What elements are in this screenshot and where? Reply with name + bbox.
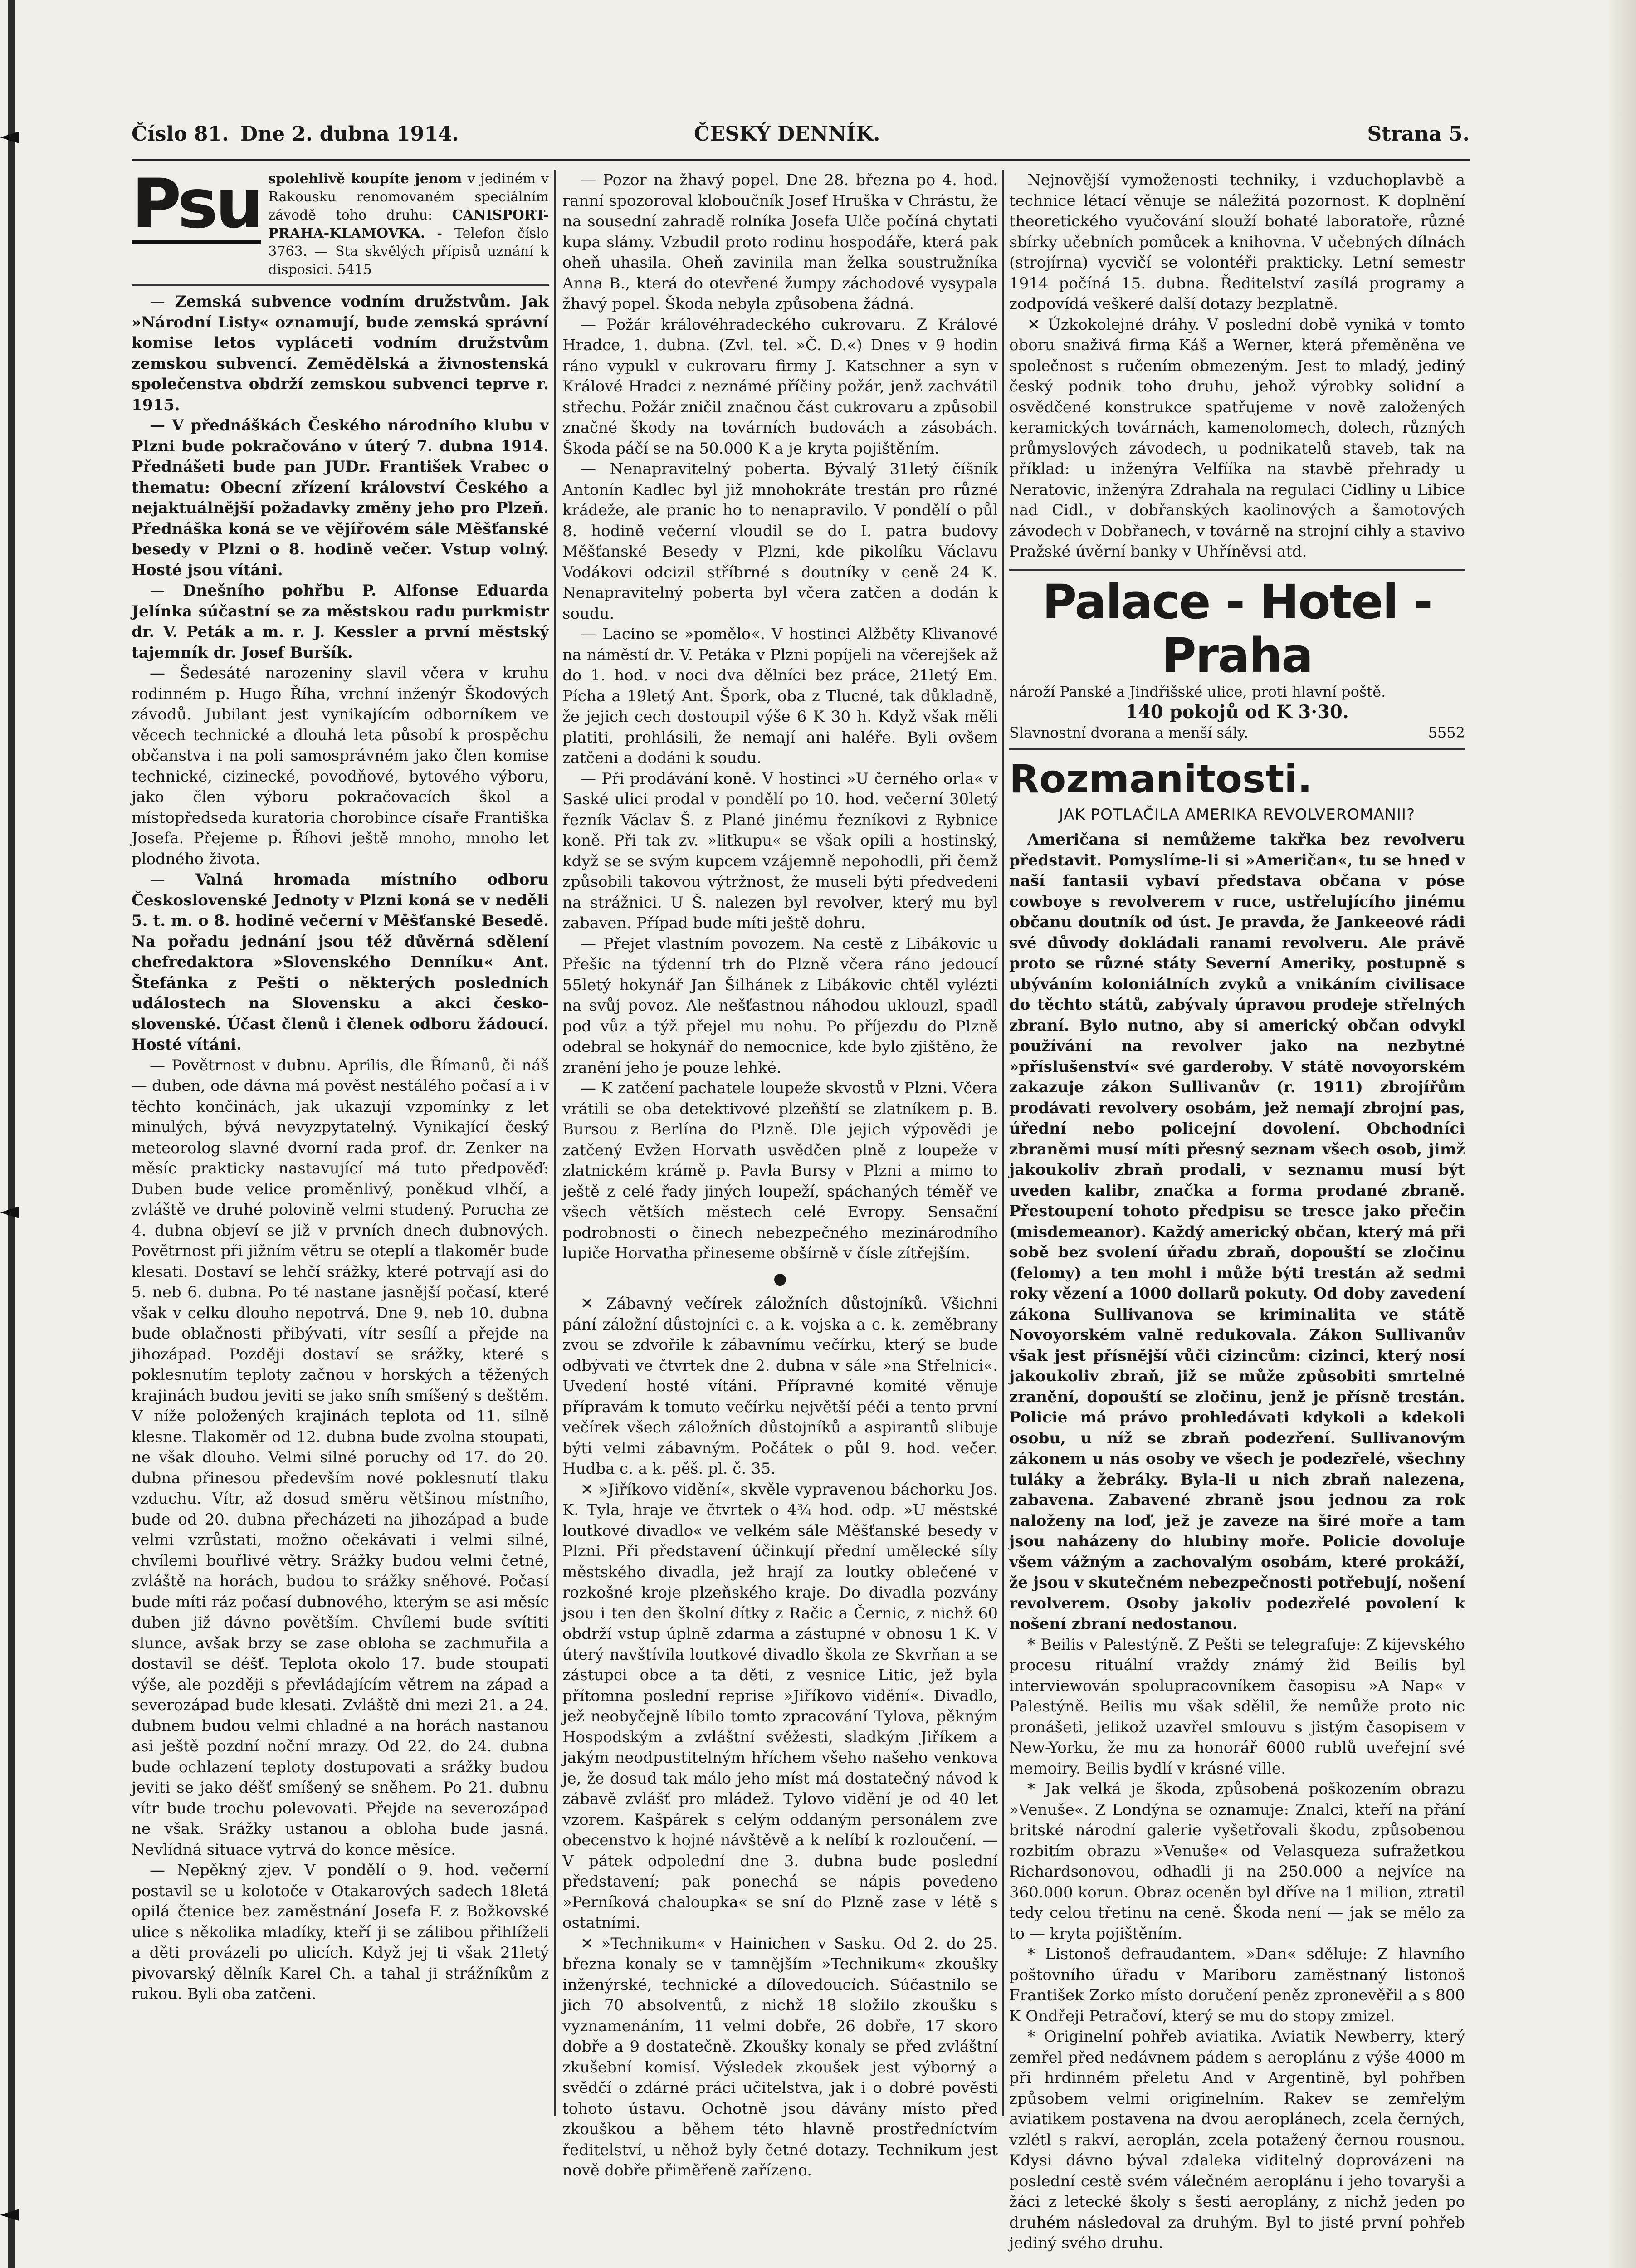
article-paragraph: ✕ »Jiříkovo vidění«, skvěle vypravenou báchorku Jos. K. Tyla, hraje ve čtvrtek o 4¾ hod. odp. »U městské loutkové divadlo« ve velkém sále Měšťanské besedy v Plzni. Při představení účinkují přední umělecké síly městského divadla, jež hrají za loutky oblečené v rozkošné kroje plzeňského kraje. Do divadla pozvány jsou i ten den školní dítky z Račic a Černic, z nichž 60 obdrží vstup úplně zdarma a zástupné v obnosu 1 K. V úterý navštívila loutkové divadlo škola ze Skvrňan a se zástupci obce a ta děti, z vesnice Litic, jež byla přítomna poslední reprise »Jiříkovo vidění«. Divadlo, jež neobyčejně líbilo tomto zpracování Tylova, pěkným Hospodským a zvláštní svěžesti, sladkým Jiříkem a jakým neodpustitelným hříchem všeho našeho venkova je, že dosud tak málo jeho míst má dostatečný návod k zábavě zvlášť pro mládež. Tylovo vidění je od 40 let vzorem. Kašpárek s celým oddaným personálem zve obecenstvo k hojné návštěvě a k nelíbí k rozloučení. — V pátek odpolední dne 3. dubna bude poslední představení; pak ponechá se nápis povedeno »Perníková chaloupka« se sní do Plzně zase v létě s ostatními. [562,1480,998,1932]
article-paragraph: Američana si nemůžeme takřka bez revolveru představit. Pomyslíme-li si »Američan«, tu se hned v naší fantasii vybaví představa občana v póse cowboye s revolverem v ruce, ustřelujícího jinému občanu doutník od úst. Je pravda, že Jankeeové rádi své důvody dokládali ranami revolveru. Ale právě proto se různé státy Severní Ameriky, postupně s ubýváním koloniálních zvyků a vnikáním civilisace do těchto států, zabývaly úpravou prodeje střelných zbraní. Bylo nutno, aby si americký občan odvykl používání na revolver jako na nezbytné »příslušenství« své garderoby. V státě novoyorském zakazuje zákon Sullivanův (r. 1911) zbrojířům prodávati revolvery osobám, jež nemají zbrojní pas, úřední nebo policejní dovolení. Obchodníci zbraněmi musí míti přesný seznam všech osob, jimž jakoukoliv zbraň prodali, v seznamu musí být uveden kalibr, značka a forma prodané zbraně. Přestoupení tohoto předpisu se tresce jako přečin (misdemeanor). Každý americký občan, který má při sobě bez svolení úřadu zbraň, dopouští se zločinu (felomy) a ten mohl i může býti trestán až sedmi roky vězení a 1000 dollarů pokuty. Od doby zavedení zákona Sullivanova se kriminalita ve státě Novoyorském valně redukovala. Zákon Sullivanův však jest přísnější vůči cizincům: cizinci, který nosí jakoukoliv zbraň, již se může způsobiti smrtelné zranění, dopouští se zločinu, jenž je přísně trestán. Policie má právo prohledávati kdykoli a kdekoli osobu, u níž se zbraň podezření. Sullivanovým zákonem u nás osoby ve všech je podezřelé, všechny tuláky a žebráky. Byla-li u nich zbraň nalezena, zabavena. Zabavené zbraně jsou jednou za rok naloženy na loď, jež je zaveze na širé moře a tam jsou naházeny do hlubiny moře. Policie dovoluje všem vážným a zachovalým osobám, které prokáží, že jsou v skutečném nebezpečnosti potřebují, nošení revolverem. Osoby jakoliv podezřelé povolení k nošení zbraní nedostanou. [1009,831,1465,1633]
article-paragraph: ✕ »Technikum« v Hainichen v Sasku. Od 2. do 25. března konaly se v tamnějším »Technikum« zkoušky inženýrské, technické a dílovedoucích. Súčastnilo se jich 70 absolventů, z nichž 18 složilo zkoušku s vyznamenáním, 11 velmi dobře, 26 dobře, 17 skoro dobře a 9 dostatečně. Zkoušky konaly se před zvláštní zkušební komisí. Výsledek zkoušek jest výborný a svědčí o zdárné práci učitelstva, jak i o dobré pověsti tohoto ústavu. Ochotně jsou dávány místo před zkouškou a během této hlavně prostředníctvím ředitelství, u něhož byly četné dotazy. Technikum jest nově dobře přiměřeně zařízeno. [562,1934,998,2180]
column-3-bottom-articles [1009,830,1465,2254]
ad-palace-code: 5552 [1428,723,1465,741]
ad-palace-address: nároží Panské a Jindřišské ulice, proti hlavní poště. [1009,683,1386,700]
section-title: Rozmanitosti. [1009,756,1313,802]
article-paragraph: — Šedesáté narozeniny slavil včera v kruhu rodinném p. Hugo Říha, vrchní inženýr Škodových závodů. Jubilant jest vynikajícím odborníkem ve věcech technické a dlouhá leta působí k prospěchu občanstva i na poli samosprávném jako člen komise technické, cizinecké, povodňové, bytového výboru, jako člen výboru pokračovacích škol a místopředseda kuratoria chorobince císaře Františka Josefa. Přejeme p. Říhovi ještě mnoho, mnoho let plodného života. [132,664,549,868]
ad-palace-title: Palace - Hotel - Praha [1042,574,1432,683]
ad-psu [132,165,549,279]
ad-psu-logo: Psu [132,165,261,244]
ad-psu-bold1: spolehlivě koupíte jenom [268,171,462,187]
ad-palace-hotel [1009,569,1465,750]
article-paragraph: ✕ Úzkokolejné dráhy. V poslední době vyniká v tomto oboru snaživá firma Káš a Werner, která přeměněna ve společnost s ručením obmezeným. Jest to mladý, jediný český podnik toho druhu, jehož výrobky solidní a osvědčené konstrukce spatřujeme v nově založených keramických továrnách, kamenolomech, dolech, různých průmyslových závodech, u podnikatelů staveb, tak na příklad: u inženýra Velfííka na stavbě přehrady u Neratovic, inženýra Zdrahala na regulaci Cidliny u Libice nad Cidl., v dobřanských kaolinových a šamotových závodech v Dobřanech, v továrně na strojní cihly a stavivo Pražské úvěrní banky v Uhříněvsi atd. [1009,315,1465,561]
article-paragraph: — V přednáškách Českého národního klubu v Plzni bude pokračováno v úterý 7. dubna 1914. Přednášeti bude pan JUDr. František Vrabec o thematu: Obecní zřízení království Českého a nejaktuálnější požadavky změny jeho pro Plzeň. Přednáška koná se ve vějířovém sále Měšťanské besedy v Plzni o 8. hodině večer. Vstup volný. Hosté jsou vítáni. [132,416,549,579]
column-2 [562,170,998,2181]
column-3-top-articles [1009,170,1465,562]
separator: ● [773,1269,787,1288]
ad-psu-bold2: CANISPORT-PRAHA-KLAMOVKA. [268,207,549,241]
ad-rule [132,284,549,286]
page-header [132,122,1470,159]
article-paragraph: — Přejet vlastním povozem. Na cestě z Libákovic u Přešic na týdenní trh do Plzně včera ráno jedoucí 55letý hokynář Jan Šilhánek z Libákovic chtěl vylézti na svůj povoz. Ale nešťastnou náhodou uklouzl, spadl pod vůz a týž přejel mu nohu. Po příjezdu do Plzně odebral se hokynář do nemocnice, kde bylo zjištěno, že zranění jeho je pouze lehké. [562,934,998,1077]
ad-psu-text1: v jediném v Rakousku renomovaném speciálním závodě toho druhu: [268,171,549,223]
column-3 [1009,170,1465,2254]
article-paragraph: Nejnovější vymoženosti techniky, i vzduchoplavbě a technice létací věnuje se náležitá pozornost. K doplnění theoretického vyučování slouží bohaté laboratoře, různé sbírky učebních pomůcek a knihovna. V učebných dílnách (strojírna) vycvičí se volontéři prakticky. Letní semestr 1914 počíná 15. dubna. Ředitelství zasílá programy a zodpovídá veškeré další dotazy bezplatně. [1009,171,1465,313]
article-paragraph: — Nenapravitelný poberta. Bývalý 31letý číšník Antonín Kadlec byl již mnohokráte trestán pro různé krádeže, ale pranic ho to nenapravilo. V pondělí o půl 8. hodině večerní vloudil se do I. patra budovy Měšťanské Besedy v Plzni, kde pikolíku Václavu Vodákovi odcizil stříbrné s doutníky v ceně 24 K. Nenapravitelný poberta byl včera zatčen a dodán k soudu. [562,460,998,623]
column-2-articles [562,170,998,2181]
column-divider [1002,170,1004,2116]
column-1 [132,165,549,2005]
article-paragraph: — Lacino se »pomělo«. V hostinci Alžběty Klivanové na náměstí dr. V. Petáka v Plzni popíjeli na včerejšek až do 1. hod. v noci dva dělníci bez práce, 21letý Em. Pícha a 19letý Ant. Špork, oba z Tlucné, tak důkladně, že jejich cech dostoupil výše 6 K 30 h. Když však měli platiti, prohlásili, že nemají ani haléře. Byli ovšem zatčeni a dodáni k soudu. [562,625,998,767]
page-right-edge [1609,0,1636,2268]
article-paragraph: — Při prodávání koně. V hostinci »U černého orla« v Saské ulici prodal v pondělí po 10. hod. večerní 30letý řezník Václav Š. z Plané jinému řezníkovi z Rybnice koně. Při tak zv. »litkupu« se však opili a hostinský, když se se svým kupcem vzájemně nepohodli, při čemž způsobili takovou výtržnost, že museli býti předvedeni na strážnici. U Š. nalezen byl revolver, který mu byl zabaven. Případ bude míti ještě dohru. [562,769,998,932]
article-paragraph: — Dnešního pohřbu P. Alfonse Eduarda Jelínka súčastní se za městskou radu purkmistr dr. V. Peták a m. r. J. Kessler a první městský tajemník dr. Josef Buršík. [132,582,549,662]
ad-palace-hall: Slavnostní dvorana a menší sály. [1009,723,1249,741]
page-number: Strana 5. [1367,122,1470,146]
article-paragraph: * Beilis v Palestýně. Z Pešti se telegrafuje: Z kijevského procesu rituální vraždy známý žid Beilis byl interviewován spolupracovníkem časopisu »A Nap« v Palestýně. Beilis mu však sdělil, že nemůže proto nic pronášeti, jelikož uzavřel smlouvu s jistým časopisem v New-Yorku, že mu za honorář 6000 rublů uveřejní své memoiry. Beilis bydlí v krásné ville. [1009,1635,1465,1778]
article-paragraph: — Povětrnost v dubnu. Aprilis, dle Římanů, či náš — duben, ode dávna má pověst nestálého počasí a i v těchto končinách, jak ukazují vzpomínky z let minulých, bývá nevyzpytatelný. Vynikající český meteorolog slavné dvorní rada prof. dr. Zenker na měsíc prakticky nastavující má tuto předpověď: Duben bude velice proměnlivý, poněkud vlhčí, a zvláště ve druhé polovině velmi studený. Porucha ze 4. dubna objeví se již v prvních dnech dubnových. Povětrnost při jižním větru se oteplí a tlakoměr bude klesati. Dostaví se lehčí srážky, které potrvají asi do 5. neb 6. dubna. Po té nastane jasnější počasí, které však v celku dlouho nepotrvá. Dne 9. neb 10. dubna bude oblačnosti přibývati, vítr sesílí a přejde na jihozápad. Později dostaví se srážky, které s poklesnutím teploty začnou v horských a těžených krajinách budou jeviti se jako sníh smíšený s deštěm. V níže položených krajinách teplota od 11. silně klesne. Tlakoměr od 12. dubna bude zvolna stoupati, ne však dlouho. Velmi silné poruchy od 17. do 20. dubna přinesou především nové poklesnutí tlaku vzduchu. Vítr, až dosud směru většinou místního, bude od 20. dubna přecházeti na jihozápad a bude velmi vzrůstati, možno očekávati i velmi silné, chvílemi bouřlivé větry. Srážky budou velmi četné, zvláště na horách, budou to srážky sněhové. Počasí bude míti ráz počasí dubnového, kterým se asi měsíc duben již dávno povětším. Chvílemi bude svítiti slunce, avšak brzy se zase obloha se zachmuřila a dostavil se déšť. Teplota okolo 17. bude stoupati výše, ale později s převládajícím větrem na západ a severozápad bude klesati. Zvláště dni mezi 21. a 24. dubnem budou velmi chladné a na horách nastanou asi ještě pozdní noční mrazy. Od 22. do 24. dubna bude ochlazení teploty dostupovati a srážky budou jeviti se jako déšť smíšený se sněhem. Po 21. dubnu vítr bude trochu polevovati. Přejde na severozápad ne však. Srážky ustanou a obloha bude jasná. Nevlídná situace vytrvá do konce měsíce. [132,1056,549,1859]
article-paragraph: * Originelní pohřeb aviatika. Aviatik Newberry, který zemřel před nedávnem pádem s aeroplánu z výše 4000 m při hrdinném přeletu And v Argentině, byl pohřben způsobem velmi originelním. Rakev se zemřelým aviatikem postavena na dvou aeroplánech, zcela černých, vzlétl s rakví, aeroplán, zcela potažený černou rousnou. Kdysi dávno býval zdaleka viditelný doprovázeni na poslední cestě svém válečném aeroplánu i jeho tovaryši a žáci z letecké školy s šesti aeroplány, z nichž jeden po druhém následoval za druhým. Byl to jisté první pohřeb jediný svého druhu. [1009,2028,1465,2252]
ad-psu-text2: - Telefon číslo 3763. — Sta skvělých přípisů uznání k disposici. [268,225,549,278]
ad-psu-code: 5415 [337,262,372,278]
newspaper-title: ČESKÝ DENNÍK. [694,122,880,146]
header-rule [132,159,1470,161]
article-paragraph: * Jak velká je škoda, způsobená poškozením obrazu »Venuše«. Z Londýna se oznamuje: Znalci, kteří na přání britské národní galerie vyšetřovali škodu, způsobenou rozbitím obrazu »Venuše« od Velasqueza sufražetkou Richardsonovou, odhadli ji na 250.000 a nejvíce na 360.000 korun. Obraz oceněn byl dříve na 1 milion, ztratil tedy celou třetinu na ceně. Škoda není — jak se mělo za to — kryta pojištěním. [1009,1780,1465,1943]
section-subtitle: JAK POTLAČILA AMERIKA REVOLVEROMANII? [1059,805,1416,824]
ad-palace-footer [1009,723,1465,742]
column-1-articles [132,292,549,2005]
article-paragraph: — Nepěkný zjev. V pondělí o 9. hod. večerní postavil se u kolotoče v Otakarových sadech 18letá opilá čtenice bez zaměstnání Josefa F. z Božkovské ulice s několika mladíky, kteří ji se zálibou přihlíželi a děti provázeli po ulicích. Když jej ti však 21letý pivovarský dělník Karel Ch. a tahal ji strážníkům z rukou. Byli oba zatčeni. [132,1861,549,2003]
article-paragraph: — K zatčení pachatele loupeže skvostů v Plzni. Včera vrátili se oba detektivové plzeňští se zlatníkem p. B. Bursou z Berlína do Plzně. Dle jejich výpovědi je zatčený Evžen Horvath usvědčen plně z loupeže v zlatnickém krámě p. Pavla Bursy v Plzni a mimo to ještě z celé řady jiných loupeží, spáchaných téměř ve všech větších městech celé Evropy. Sensační podrobnosti o činech nebezpečného mezinárodního lupiče Horvatha přineseme obšírně v čísle zítřejším. [562,1079,998,1262]
article-paragraph: ✕ Zábavný večírek záložních důstojníků. Všichni pání záložní důstojníci c. a k. vojska a c. k. zeměbrany zvou se zdvořile k zábavnímu večírku, který se bude odbývati ve čtvrtek dne 2. dubna v sále »na Střelnici«. Uvedení hosté vítáni. Přípravné komité věnuje přípravám k tomuto večírku největší péči a tento první večírek všech záložních důstojníků a aspirantů slibuje býti velmi zábavným. Počátek o půl 9. hod. večer. Hudba c. a k. pěš. pl. č. 35. [562,1295,998,1478]
issue-date: Dne 2. dubna 1914. [240,122,459,146]
ad-palace-price: 140 pokojů od K 3·30. [1125,701,1349,723]
ad-psu-text [268,170,549,279]
article-paragraph: — Zemská subvence vodním družstvům. Jak »Národní Listy« oznamují, bude zemská správní komise letos vypláceti vodním družstvům zemskou subvencí. Zemědělská a živnostenská společenstva obdrží zemskou subvenci teprve r. 1915. [132,293,549,414]
article-paragraph: * Listonoš defraudantem. »Dan« sděluje: Z hlavního poštovního úřadu v Mariboru zaměstnaný listonoš František Zorko místo doručení peněz zpronevěřil a s 800 K Ondřeji Petračoví, který se mu do stopy zmizel. [1009,1945,1465,2025]
column-divider [554,170,556,2116]
article-paragraph: — Pozor na žhavý popel. Dne 28. března po 4. hod. ranní spozoroval kloboučník Josef Hruška v Chrástu, že na sousední zahradě rolníka Josefa Ulče počíná chytati kupa slámy. Vzbudil proto rodinu hospodáře, která pak oheň uhasila. Oheň zavinila man želka soustružníka Anna B., která do otevřené žumpy záchodové vysypala žhavý popel. Škoda nebyla způsobena žádná. [562,171,998,313]
page-binding-edge [8,0,15,2268]
issue-number: Číslo 81. [132,122,229,146]
article-paragraph: — Požár královéhradeckého cukrovaru. Z Králové Hradce, 1. dubna. (Zvl. tel. »Č. D.«) Dnes v 9 hodin ráno vypukl v cukrovaru firmy J. Katschner a syn v Králové Hradci z neznámé příčiny požár, jenž zachvátil střechu. Požár zničil značnou část cukrovaru a způsobil značné škody na továrních budovách a zásobách. Škoda páčí se na 50.000 K a je kryta pojištěním. [562,315,998,458]
article-paragraph: — Valná hromada místního odboru Československé Jednoty v Plzni koná se v neděli 5. t. m. o 8. hodině večerní v Měšťanské Besedě. Na pořadu jednání jsou též důvěrná sdělení chefredaktora »Slovenského Denníku« Ant. Štefánka z Pešti o některých posledních událostech na Slovensku a akci česko-slovenské. Účast členů i členek odboru žádoucí. Hosté vítáni. [132,870,549,1054]
